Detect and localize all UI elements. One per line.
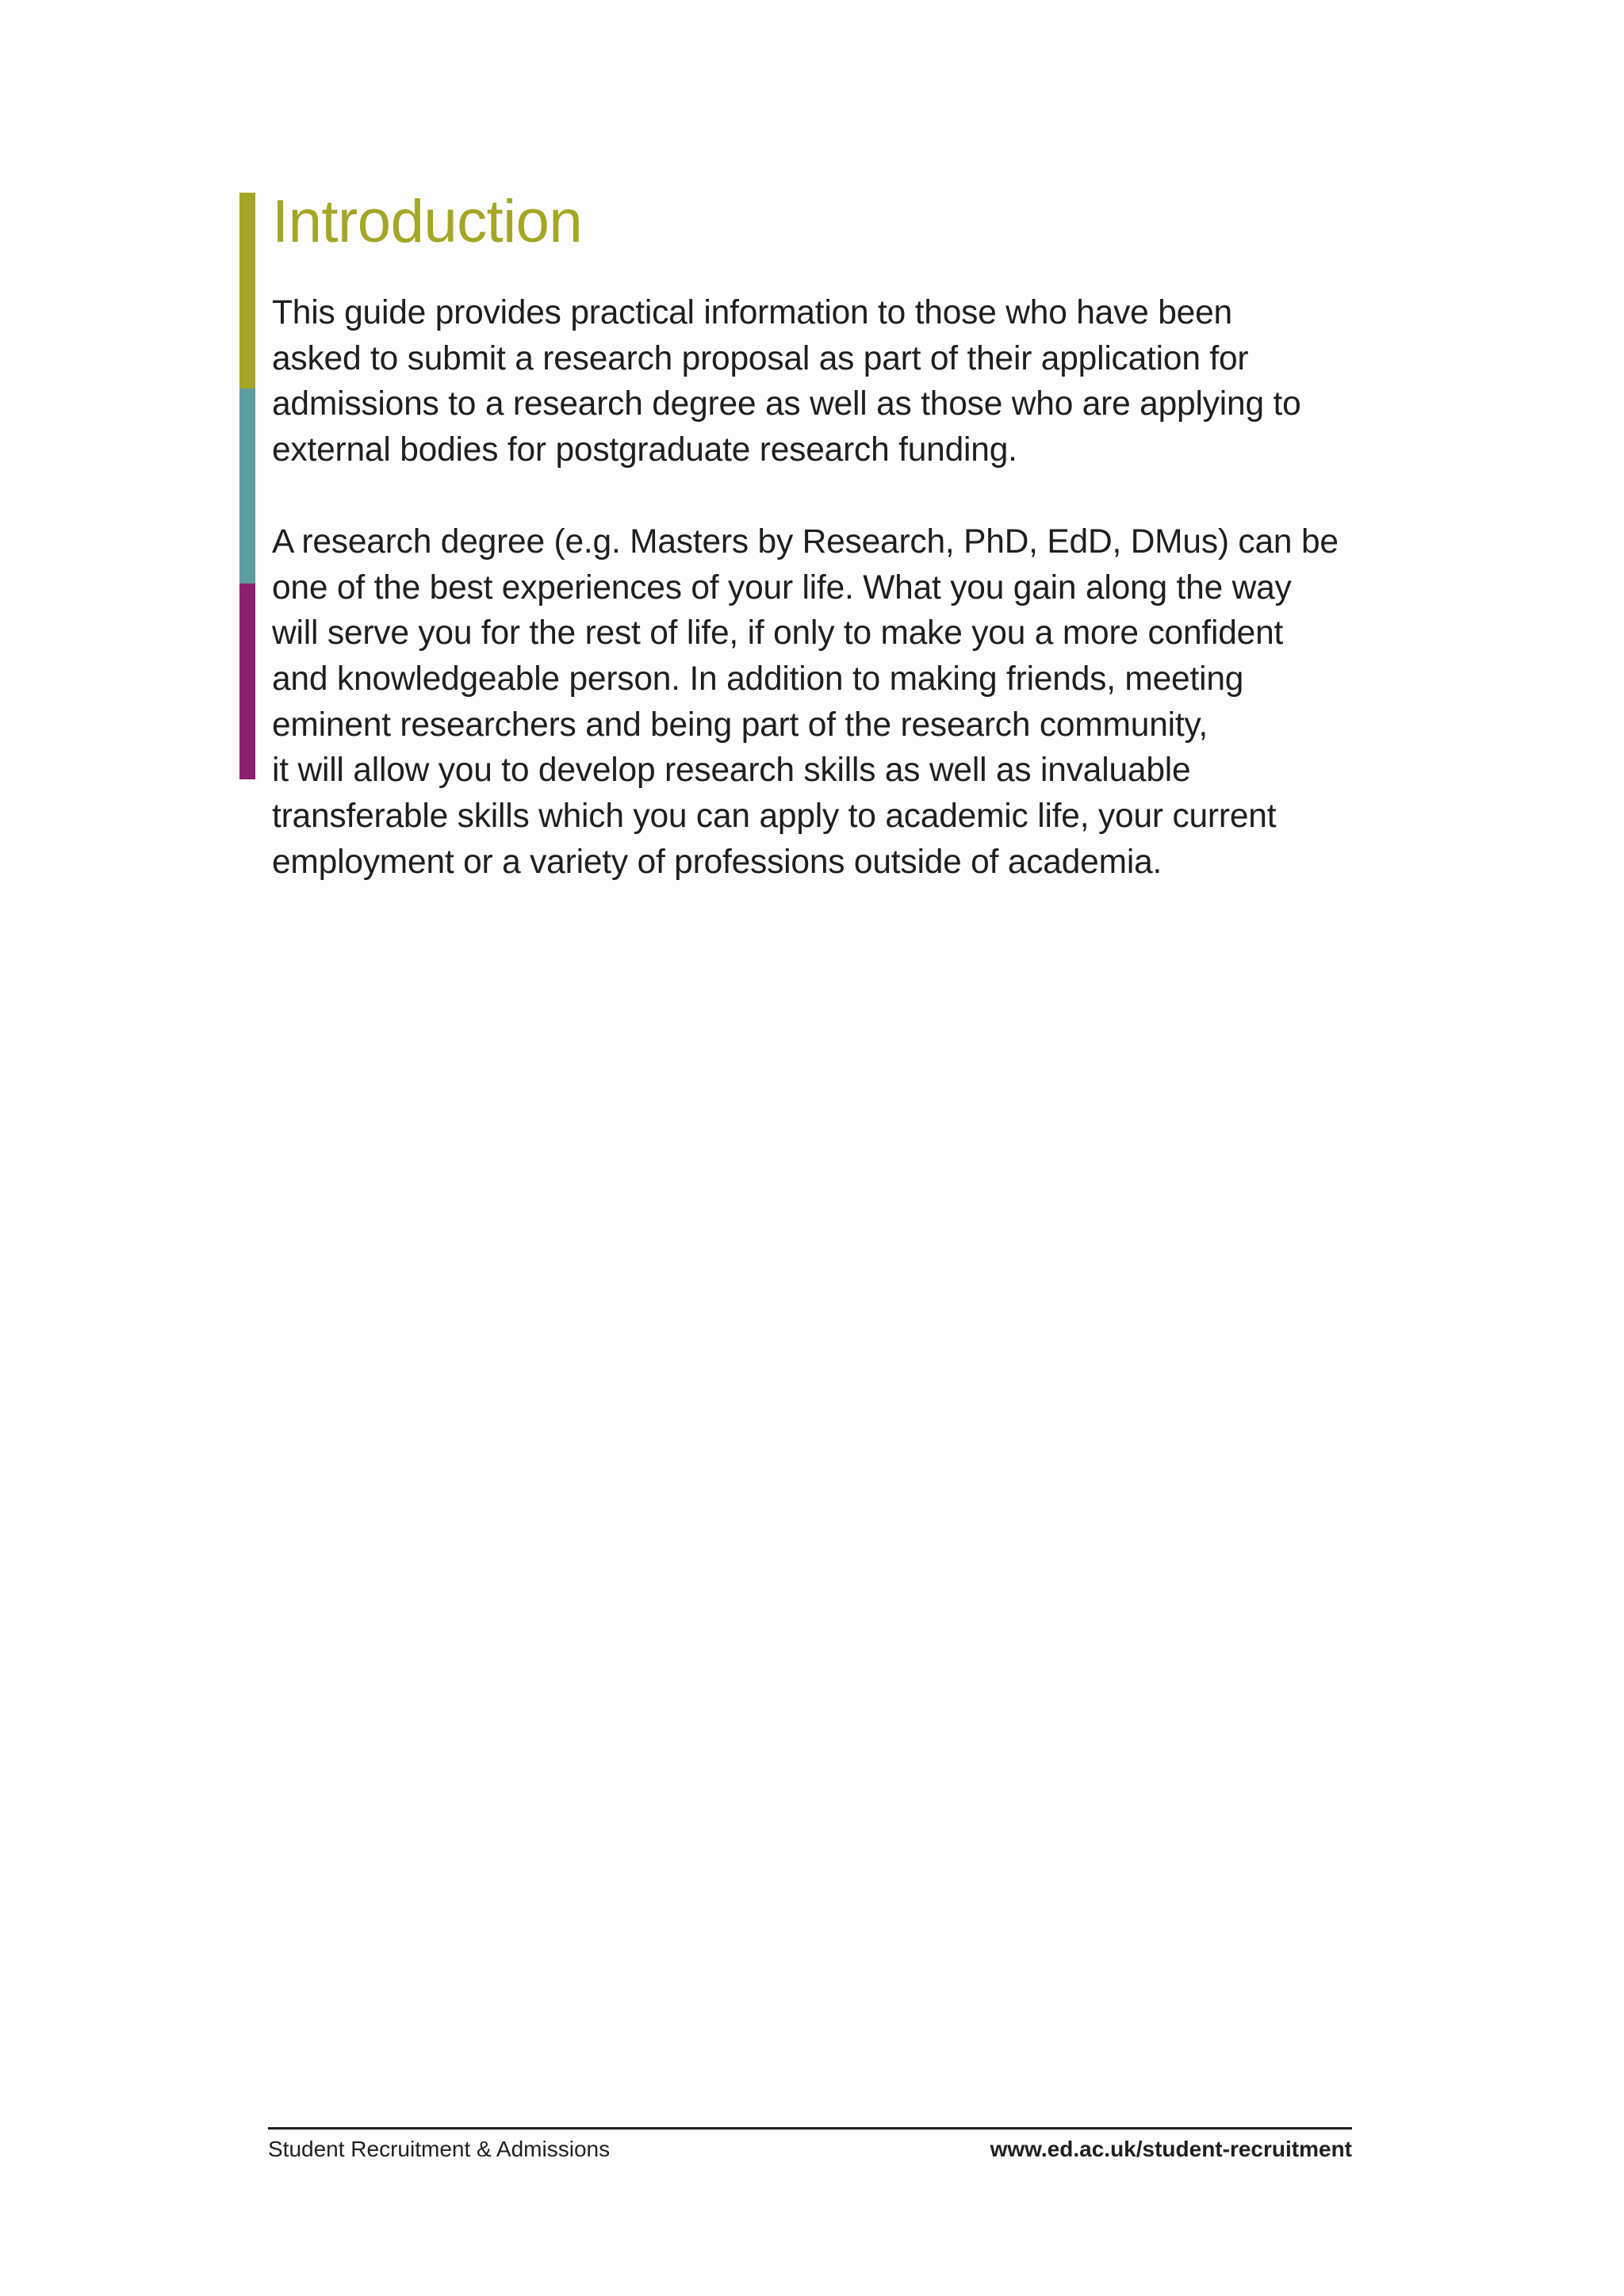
- accent-bar-teal-segment: [239, 388, 255, 584]
- section-content: [272, 184, 1366, 885]
- accent-bar-olive-segment: [239, 193, 255, 388]
- section-accent-bar: [239, 193, 255, 779]
- intro-paragraph: This guide provides practical information to those who have been asked to submit a research proposal as part of their application for admissions to a research degree as well as those who are applying to external bodies for postgraduate research funding.: [272, 294, 1301, 469]
- section-heading: Introduction: [272, 188, 583, 255]
- footer-url: www.ed.ac.uk/student-recruitment: [990, 2137, 1352, 2161]
- accent-bar-purple-segment: [239, 584, 255, 779]
- footer-divider: [268, 2127, 1352, 2130]
- footer-organisation: Student Recruitment & Admissions: [268, 2137, 611, 2161]
- research-degree-paragraph: A research degree (e.g. Masters by Research, PhD, EdD, DMus) can be one of the best experiences of your life. What you gain along the way will serve you for the rest of life, if only to make you a more confident and knowledgeable person. In addition to making friends, meeting eminent researchers and being part of the research community, it will allow you to develop research skills as well as invaluable transferable skills which you can apply to academic life, your current employment or a variety of professions outside of academia.: [272, 522, 1339, 881]
